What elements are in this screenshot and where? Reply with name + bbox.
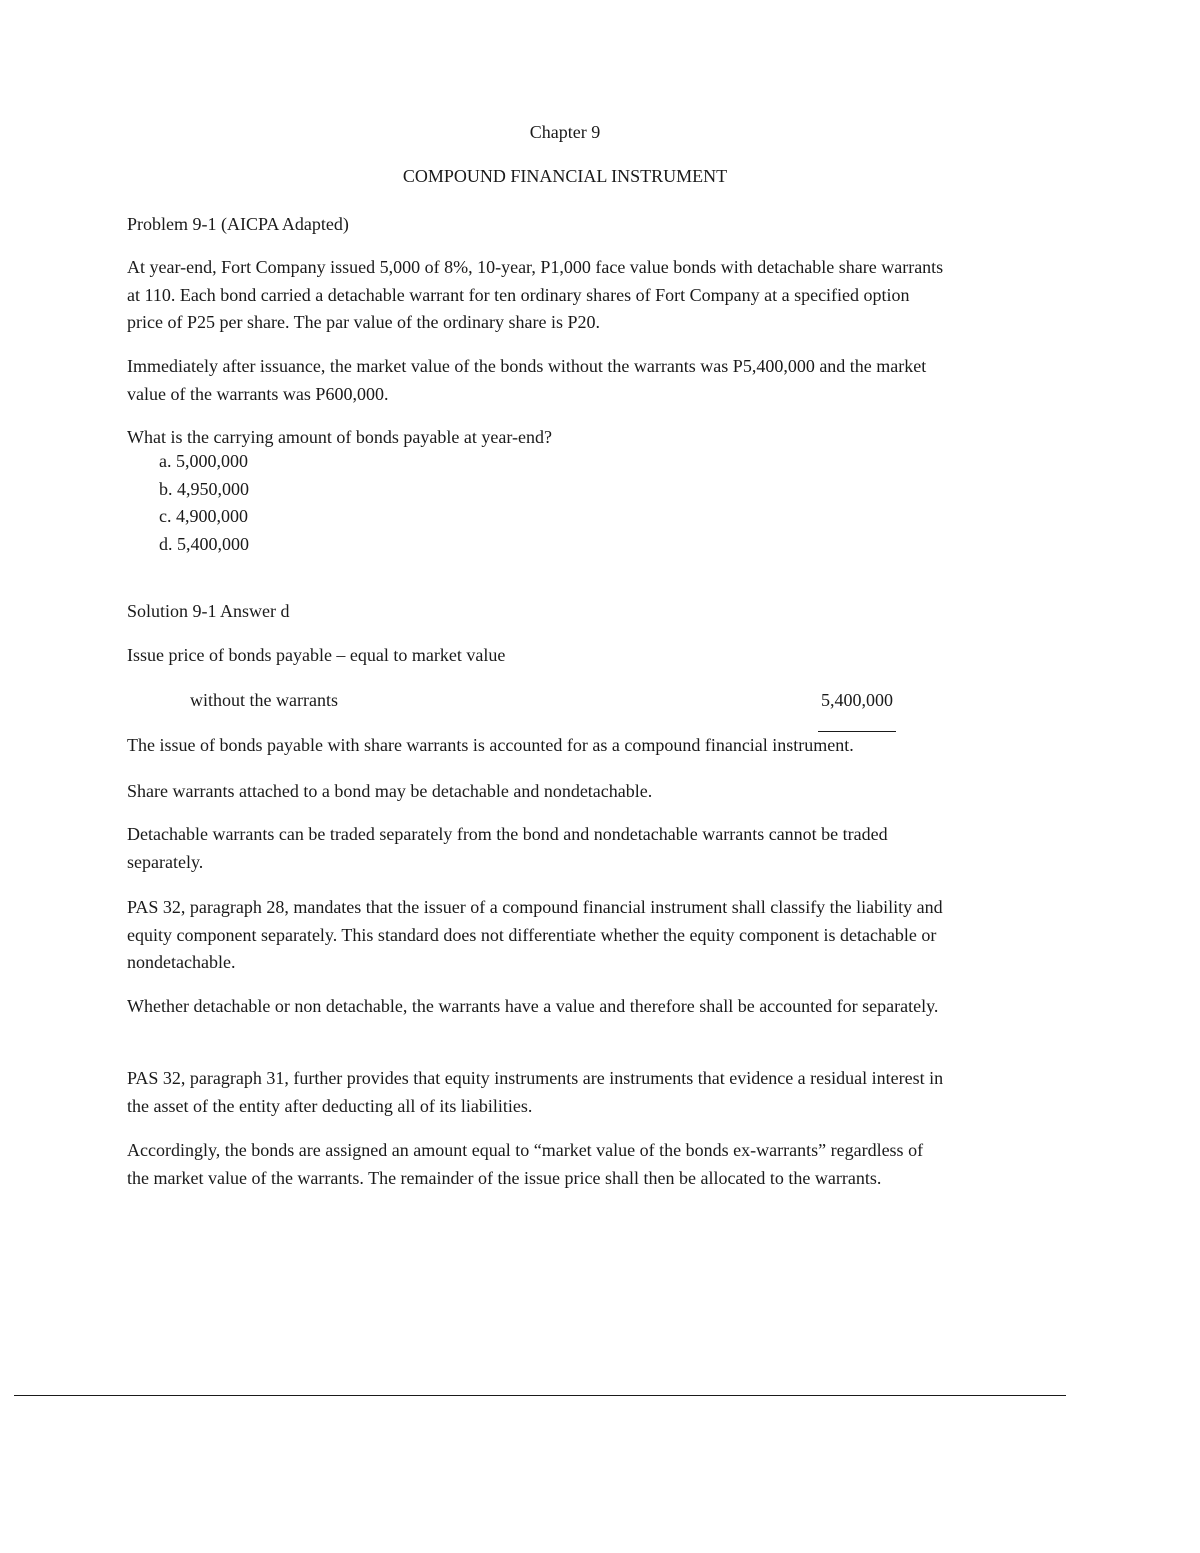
problem-paragraph-2: Immediately after issuance, the market value of the bonds without the warrants was P5,400,000 and the market value of the warrants was P600,000. [127, 356, 927, 404]
chapter-label: Chapter 9 [529, 122, 601, 142]
solution-issue-amount: 5,400,000 [821, 690, 893, 710]
footer-rule [14, 1395, 1066, 1396]
chapter-title: COMPOUND FINANCIAL INSTRUMENT [402, 166, 728, 186]
answer-option-b: b. 4,950,000 [159, 479, 249, 499]
answer-option-a: a. 5,000,000 [159, 451, 248, 471]
problem-paragraph-1: At year-end, Fort Company issued 5,000 of 8%, 10-year, P1,000 face value bonds with detachable share warrants at 110. Each bond carried a detachable warrant for ten ordinary shares of Fort Company at a specified option price of P25 per share. The par value of the ordinary share is P20. [127, 257, 944, 332]
solution-paragraph-6: PAS 32, paragraph 31, further provides that equity instruments are instruments that evidence a residual interest in the asset of the entity after deducting all of its liabilities. [127, 1068, 944, 1116]
problem-question: What is the carrying amount of bonds payable at year-end? [127, 427, 552, 447]
solution-issue-subline: without the warrants [190, 690, 338, 710]
solution-paragraph-2: Share warrants attached to a bond may be detachable and nondetachable. [127, 781, 653, 801]
solution-issue-line: Issue price of bonds payable – equal to market value [127, 645, 506, 665]
solution-paragraph-4: PAS 32, paragraph 28, mandates that the issuer of a compound financial instrument shall classify the liability and equity component separately. This standard does not differentiate whether the equity component is detachable or nondetachable. [127, 897, 943, 972]
solution-paragraph-3: Detachable warrants can be traded separately from the bond and nondetachable warrants cannot be traded separately. [127, 824, 888, 872]
answer-option-c: c. 4,900,000 [159, 506, 248, 526]
solution-paragraph-5: Whether detachable or non detachable, the warrants have a value and therefore shall be accounted for separately. [127, 996, 939, 1016]
solution-heading: Solution 9-1 Answer d [127, 601, 290, 621]
solution-paragraph-1: The issue of bonds payable with share warrants is accounted for as a compound financial instrument. [127, 735, 854, 755]
solution-paragraph-7: Accordingly, the bonds are assigned an amount equal to “market value of the bonds ex-warrants” regardless of the market value of the warrants. The remainder of the issue price shall then be allocated to the warrants. [127, 1140, 924, 1188]
answer-option-d: d. 5,400,000 [159, 534, 249, 554]
problem-heading: Problem 9-1 (AICPA Adapted) [127, 214, 349, 234]
